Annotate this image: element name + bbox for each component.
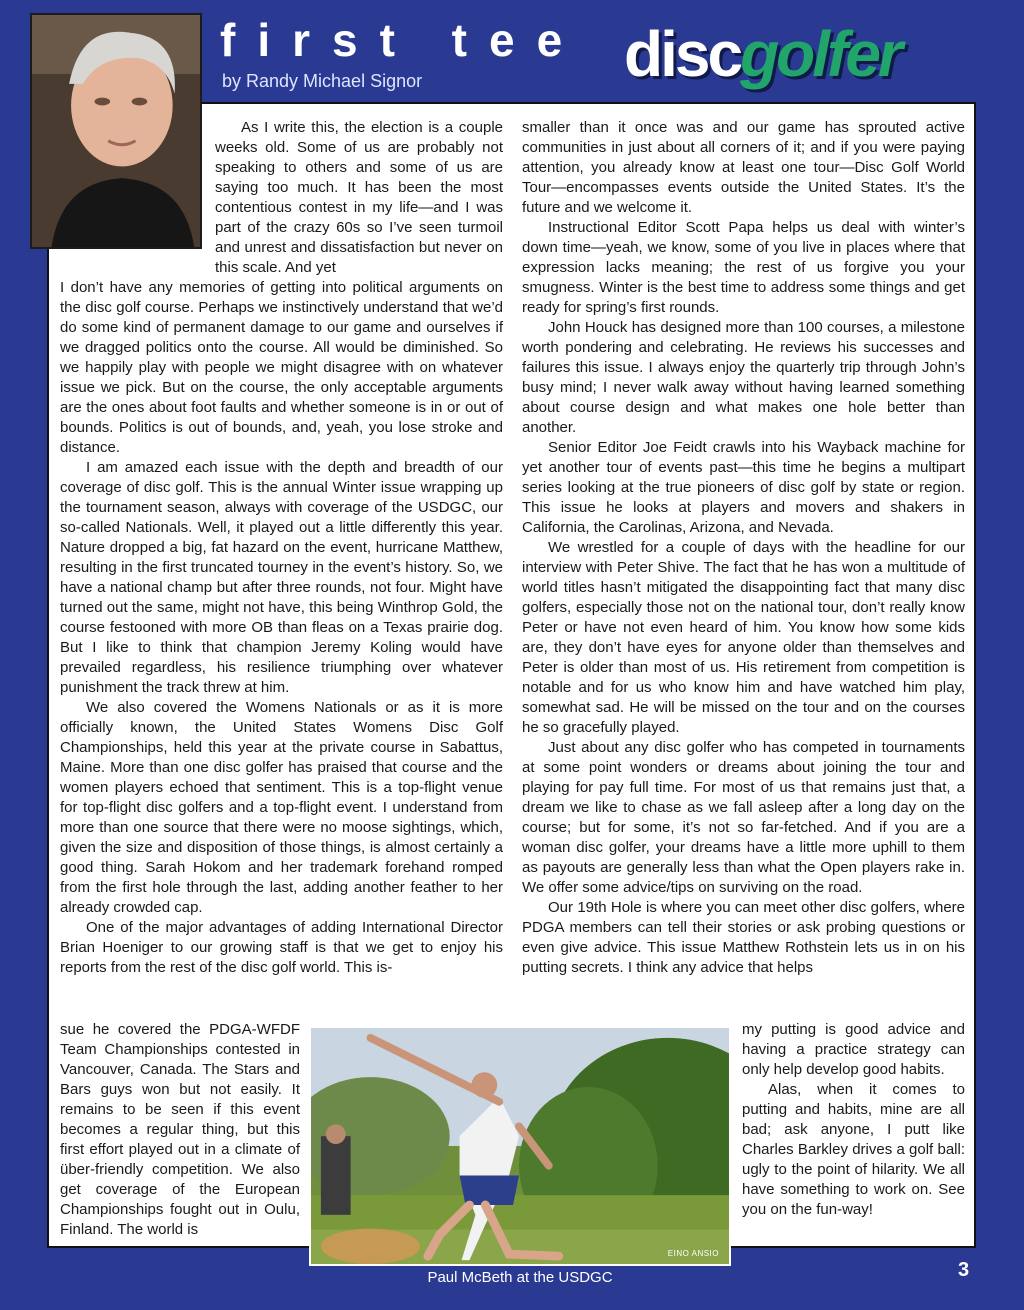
paragraph: Our 19th Hole is where you can meet other disc golfers, where PDGA members can tell their stories or ask probing questions or even give advice. This issue Matthew Rothstein lets us in on his putting secrets. I think any advice that helps	[522, 899, 965, 976]
paragraph: I don’t have any memories of getting into political arguments on the disc golf course. Perhaps we instinctively understand that we’d do some kind of permanent damage to our game and ourselves if we dragged politics onto the course. All would be diminished. So we happily play with people we might disagree with on whatever issue we pick. But on the course, the only acceptable arguments are the ones about foot faults and whether someone is in or out of bounds. Politics is out of bounds, and, yeah, you lose stroke and distance.	[60, 279, 503, 456]
logo-golfer: golfer	[740, 18, 900, 90]
paragraph: Senior Editor Joe Feidt crawls into his Wayback machine for yet another tour of events past—this time he begins a multipart series looking at the true pioneers of disc golf by state or region. This issue he looks at players and movers and shakers in California, the Carolinas, Arizona, and Nevada.	[522, 439, 965, 536]
paragraph: We also covered the Womens Nationals or as it is more officially known, the United States Womens Disc Golf Championships, held this year at the private course in Sabattus, Maine. More than one disc golfer has praised that course and the women players echoed that sentiment. This is a top-flight venue for top-flight disc golfers and a top-flight event. I understand from more than one source that there were no moose sightings, which, given the size and disposition of those things, is almost certainly a good thing. Sarah Hokom and her trademark forehand romped from the first hole through the last, adding another feather to her already crowded cap.	[60, 699, 503, 916]
byline: by Randy Michael Signor	[222, 71, 423, 91]
article-right-wrap	[742, 1020, 965, 1220]
column-title: first tee	[220, 14, 585, 66]
paragraph: We wrestled for a couple of days with the headline for our interview with Peter Shive. The fact that he has won a multitude of world titles hasn’t mitigated the disappointing fact that many disc golfers, especially those not on the national tour, don’t really know Peter or have not even heard of him. You know how some kids are, they don’t have eyes for anyone older than themselves and Peter is older than most of us. His retirement from competition is notable and for us who know him and have watched him play, somewhat sad. He will be missed on the tour and on the courses he so gracefully played.	[522, 539, 965, 736]
photo-caption: Paul McBeth at the USDGC	[427, 1269, 613, 1286]
page-number: 3	[958, 1259, 970, 1281]
paragraph: Just about any disc golfer who has competed in tournaments at some point wonders or dreams about joining the tour and playing for pay full time. For most of us that remains just that, a dream we like to chase as we fall asleep after a long day on the course; but for some, it’s not so far-fetched. And if you are a woman disc golfer, your dreams have a little more uphill to them as payouts are generally less than what the Open players rake in. We offer some advice/tips on surviving on the road.	[522, 739, 965, 896]
feature-photo	[309, 1026, 731, 1266]
article-left-wrap	[60, 1020, 300, 1240]
logo-disc: disc	[624, 18, 741, 90]
paragraph: sue he covered the PDGA-WFDF Team Championships contested in Vancouver, Canada. The Stars and Bars guys won but not easily. It remains to be seen if this event becomes a regular thing, but this first effort played out in a climate of über-friendly competition. We also get coverage of the European Championships fought out in Oulu, Finland. The world is	[60, 1021, 300, 1238]
paragraph: I am amazed each issue with the depth and breadth of our coverage of disc golf. This is the annual Winter issue wrapping up the tournament season, always with coverage of the USDGC, our so-called Nationals. Well, it played out a little differently this year. Nature dropped a big, fat hazard on the event, hurricane Matthew, resulting in the first truncated tourney in the event’s history. So, we have a national champ but after three rounds, not four. Might have turned out the same, might not have, this being Winthrop Gold, the course festooned with more OB than fleas on a Texas prairie dog. But I like to think that champion Jeremy Koling would have prevailed regardless, his resilience triumphing over whatever punishment the track threw at him.	[60, 459, 503, 696]
paragraph: Instructional Editor Scott Papa helps us deal with winter’s down time—yeah, we know, some of you live in places where that expression lacks meaning; the rest of us forgive you your smugness. Winter is the best time to address some things and get ready for spring’s first rounds.	[522, 219, 965, 316]
paragraph: One of the major advantages of adding International Director Brian Hoeniger to our growing staff is that we get to enjoy his reports from the rest of the disc golf world. This is-	[60, 919, 503, 976]
author-photo	[30, 13, 202, 249]
article-left-column	[60, 278, 503, 978]
paragraph: Alas, when it comes to putting and habits, mine are all bad; ask anyone, I putt like Charles Barkley drives a golf ball: ugly to the point of hilarity. We all have something to work on. See you on the fun-way!	[742, 1081, 965, 1218]
article-right-column	[522, 118, 965, 978]
photo-credit: EINO ANSIO	[667, 1249, 719, 1258]
paragraph: my putting is good advice and having a practice strategy can only help develop good habits.	[742, 1021, 965, 1078]
magazine-logo	[624, 18, 984, 90]
paragraph: smaller than it once was and our game has sprouted active communities in just about all corners of it; and if you were paying attention, you already know at least one tour—Disc Golf World Tour—encompasses events outside the United States. It’s the future and we welcome it.	[522, 119, 965, 216]
paragraph: John Houck has designed more than 100 courses, a milestone worth pondering and celebrating. He reviews his successes and failures this issue. I always enjoy the quarterly trip through John’s busy mind; I never walk away without having learned something about course design and what makes one hole better than another.	[522, 319, 965, 436]
paragraph: As I write this, the election is a couple weeks old. Some of us are probably not speaking to others and some of us are saying too much. It has been the most contentious contest in my life—and I was part of the crazy 60s so I’ve seen turmoil and unrest and dissatisfaction but never on this scale. And yet	[215, 119, 503, 276]
article-left-intro	[215, 118, 503, 278]
